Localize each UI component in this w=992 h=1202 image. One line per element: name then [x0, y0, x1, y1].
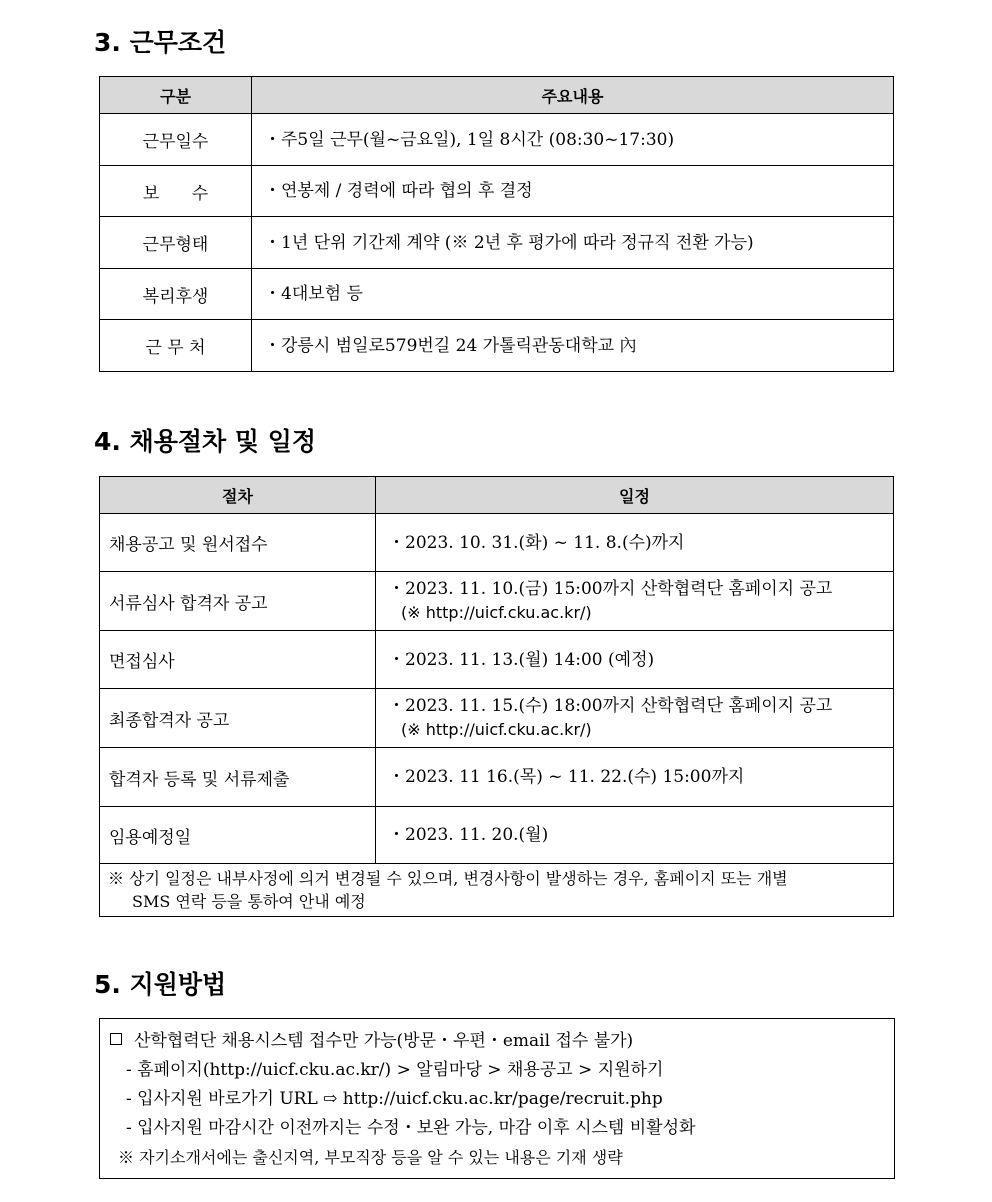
schedule-url: (※ http://uicf.cku.ac.kr/)	[401, 720, 592, 739]
column-header: 구분	[100, 77, 252, 114]
application-sub-line: - 입사지원 마감시간 이전까지는 수정・보완 가능, 마감 이후 시스템 비활성화	[126, 1118, 696, 1138]
application-text: 산학협력단 채용시스템 접수만 가능(방문・우편・email 접수 불가)	[134, 1031, 634, 1051]
table-row	[100, 217, 894, 269]
row-label: 근 무 처	[100, 320, 252, 372]
schedule-line: ・2023. 11. 20.(월)	[388, 825, 549, 845]
row-label: 면접심사	[100, 631, 376, 689]
row-label: 근무일수	[100, 114, 252, 166]
table-row	[100, 269, 894, 320]
work-conditions-table	[99, 76, 894, 372]
table-row	[100, 631, 894, 689]
schedule-line: ・2023. 11 16.(목) ~ 11. 22.(수) 15:00까지	[388, 767, 745, 787]
note-line: ※ 상기 일정은 내부사정에 의거 변경될 수 있으며, 변경사항이 발생하는 경우, 홈페이지 또는 개별	[108, 869, 788, 888]
row-content	[376, 514, 894, 572]
row-label: 복리후생	[100, 269, 252, 320]
row-content: ・4대보험 등	[252, 269, 894, 320]
row-label: 합격자 등록 및 서류제출	[100, 748, 376, 807]
row-content: ・연봉제 / 경력에 따라 협의 후 결정	[252, 166, 894, 217]
table-row	[100, 689, 894, 748]
schedule-line: ・2023. 11. 15.(수) 18:00까지 산학협력단 홈페이지 공고	[388, 696, 833, 716]
row-label: 최종합격자 공고	[100, 689, 376, 748]
row-content	[376, 689, 894, 748]
row-content: ・주5일 근무(월~금요일), 1일 8시간 (08:30~17:30)	[252, 114, 894, 166]
row-content	[376, 572, 894, 631]
application-note: ※ 자기소개서에는 출신지역, 부모직장 등을 알 수 있는 내용은 기재 생략	[118, 1148, 623, 1167]
application-sub-line: - 입사지원 바로가기 URL ⇨ http://uicf.cku.ac.kr/page/recruit.php	[126, 1089, 663, 1109]
table-row	[100, 514, 894, 572]
row-label: 임용예정일	[100, 807, 376, 864]
table-header-row	[100, 477, 894, 514]
row-label: 근무형태	[100, 217, 252, 269]
square-bullet-icon	[110, 1033, 122, 1045]
schedule-url: (※ http://uicf.cku.ac.kr/)	[401, 603, 592, 622]
row-content	[376, 748, 894, 807]
row-label: 보 수	[100, 166, 252, 217]
schedule-note-row	[100, 864, 894, 917]
table-row	[100, 807, 894, 864]
note-line: SMS 연락 등을 통하여 안내 예정	[132, 892, 366, 911]
table-row	[100, 572, 894, 631]
column-header: 절차	[100, 477, 376, 514]
section-title-schedule: 4. 채용절차 및 일정	[94, 427, 317, 456]
application-sub-line: - 홈페이지(http://uicf.cku.ac.kr/) > 알림마당 > 채용공고 > 지원하기	[126, 1060, 664, 1080]
row-content: ・강릉시 범일로579번길 24 가톨릭관동대학교 內	[252, 320, 894, 372]
column-header: 일정	[376, 477, 894, 514]
schedule-note	[100, 864, 894, 917]
schedule-line: ・2023. 11. 10.(금) 15:00까지 산학협력단 홈페이지 공고	[388, 579, 833, 599]
row-label: 채용공고 및 원서접수	[100, 514, 376, 572]
application-method-box	[99, 1018, 895, 1179]
row-content: ・1년 단위 기간제 계약 (※ 2년 후 평가에 따라 정규직 전환 가능)	[252, 217, 894, 269]
column-header: 주요내용	[252, 77, 894, 114]
schedule-table	[99, 476, 894, 917]
schedule-line: ・2023. 10. 31.(화) ~ 11. 8.(수)까지	[388, 532, 685, 553]
row-content	[376, 807, 894, 864]
section-title-application: 5. 지원방법	[94, 970, 227, 999]
schedule-line: ・2023. 11. 13.(월) 14:00 (예정)	[388, 649, 655, 670]
table-row	[100, 166, 894, 217]
table-header-row	[100, 77, 894, 114]
row-label: 서류심사 합격자 공고	[100, 572, 376, 631]
table-row	[100, 320, 894, 372]
table-row	[100, 748, 894, 807]
application-main-line	[110, 1027, 886, 1056]
section-title-work-conditions: 3. 근무조건	[94, 28, 227, 57]
table-row	[100, 114, 894, 166]
row-content	[376, 631, 894, 689]
